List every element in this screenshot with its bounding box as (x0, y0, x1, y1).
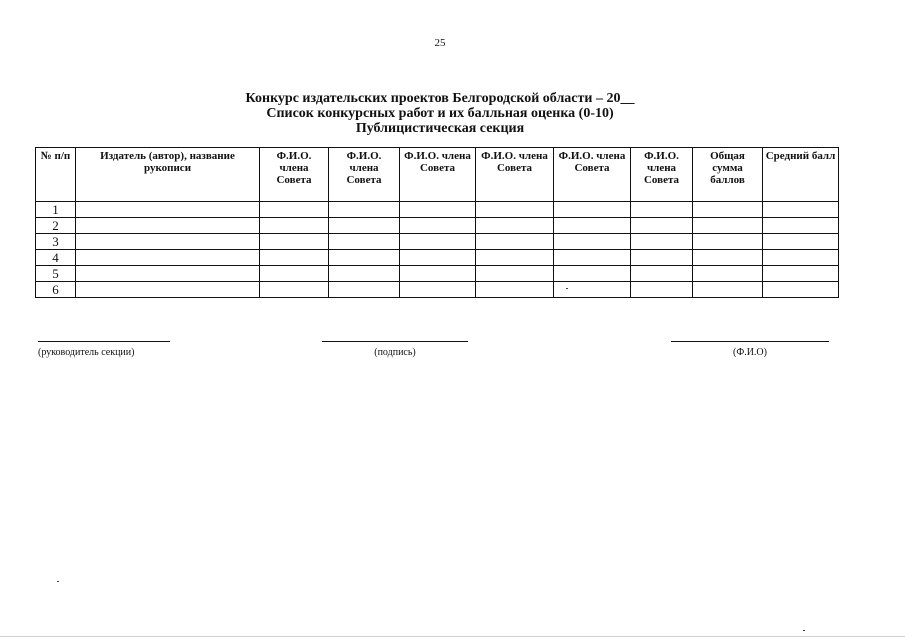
cell-score (476, 282, 554, 298)
signature-section-head (38, 341, 170, 363)
table-row (36, 234, 839, 250)
cell-total (693, 202, 763, 218)
cell-score (329, 282, 400, 298)
cell-score (631, 282, 693, 298)
cell-score (260, 202, 329, 218)
cell-total (693, 218, 763, 234)
cell-score (554, 218, 631, 234)
header-member-2: Ф.И.О. члена Совета (329, 148, 400, 202)
signature-sign-label: (подпись) (374, 347, 416, 358)
scan-bottom-edge (0, 636, 905, 637)
title-line-1: Конкурс издательских проектов Белгородской области – 20__ (245, 91, 635, 106)
row-number: 6 (36, 282, 76, 298)
scan-speck (566, 288, 568, 289)
cell-score (554, 266, 631, 282)
signature-name-label: (Ф.И.О) (732, 347, 767, 358)
score-table (35, 147, 839, 298)
table-row (36, 218, 839, 234)
cell-average (763, 282, 839, 298)
row-number: 2 (36, 218, 76, 234)
header-member-4: Ф.И.О. члена Совета (476, 148, 554, 202)
header-total-score: Общая сумма баллов (693, 148, 763, 202)
cell-score (400, 266, 476, 282)
cell-publisher (76, 250, 260, 266)
cell-score (631, 202, 693, 218)
cell-score (400, 250, 476, 266)
cell-score (260, 234, 329, 250)
cell-score (476, 202, 554, 218)
table-row (36, 250, 839, 266)
row-number: 1 (36, 202, 76, 218)
scan-speck (57, 581, 59, 582)
cell-total (693, 282, 763, 298)
cell-score (631, 218, 693, 234)
cell-score (400, 218, 476, 234)
cell-score (400, 202, 476, 218)
cell-total (693, 234, 763, 250)
cell-total (693, 250, 763, 266)
cell-publisher (76, 282, 260, 298)
document-title (0, 91, 880, 136)
row-number: 3 (36, 234, 76, 250)
cell-publisher (76, 234, 260, 250)
cell-score (631, 234, 693, 250)
cell-score (554, 282, 631, 298)
cell-score (631, 250, 693, 266)
cell-publisher (76, 202, 260, 218)
cell-score (329, 202, 400, 218)
signature-head-label: (руководитель секции) (38, 347, 135, 358)
table-row (36, 202, 839, 218)
row-number: 5 (36, 266, 76, 282)
header-member-5: Ф.И.О. члена Совета (554, 148, 631, 202)
signature-line (322, 341, 468, 342)
cell-score (329, 266, 400, 282)
header-member-6: Ф.И.О. члена Совета (631, 148, 693, 202)
row-number: 4 (36, 250, 76, 266)
cell-average (763, 266, 839, 282)
table-header-row (36, 148, 839, 202)
cell-score (554, 202, 631, 218)
title-line-3: Публицистическая секция (355, 121, 525, 136)
cell-score (260, 266, 329, 282)
cell-score (631, 266, 693, 282)
cell-score (329, 234, 400, 250)
cell-score (554, 250, 631, 266)
header-member-1: Ф.И.О. члена Совета (260, 148, 329, 202)
header-publisher: Издатель (автор), название рукописи (76, 148, 260, 202)
cell-score (260, 218, 329, 234)
cell-score (329, 218, 400, 234)
table-row (36, 282, 839, 298)
cell-score (476, 234, 554, 250)
header-average-score: Средний балл (763, 148, 839, 202)
signature-sign (322, 341, 468, 363)
page-number: 25 (434, 37, 446, 49)
cell-score (476, 218, 554, 234)
title-line-2: Список конкурсных работ и их балльная оценка (0-10) (266, 106, 614, 121)
signature-full-name (671, 341, 829, 363)
cell-score (329, 250, 400, 266)
header-member-3: Ф.И.О. члена Совета (400, 148, 476, 202)
header-number: № п/п (36, 148, 76, 202)
cell-publisher (76, 218, 260, 234)
cell-score (400, 282, 476, 298)
cell-score (476, 250, 554, 266)
cell-average (763, 202, 839, 218)
cell-score (400, 234, 476, 250)
signature-line (38, 341, 170, 342)
cell-publisher (76, 266, 260, 282)
cell-score (260, 282, 329, 298)
table-row (36, 266, 839, 282)
cell-score (476, 266, 554, 282)
signature-line (671, 341, 829, 342)
cell-score (554, 234, 631, 250)
cell-total (693, 266, 763, 282)
cell-average (763, 234, 839, 250)
scan-speck (803, 630, 805, 631)
cell-score (260, 250, 329, 266)
cell-average (763, 218, 839, 234)
cell-average (763, 250, 839, 266)
